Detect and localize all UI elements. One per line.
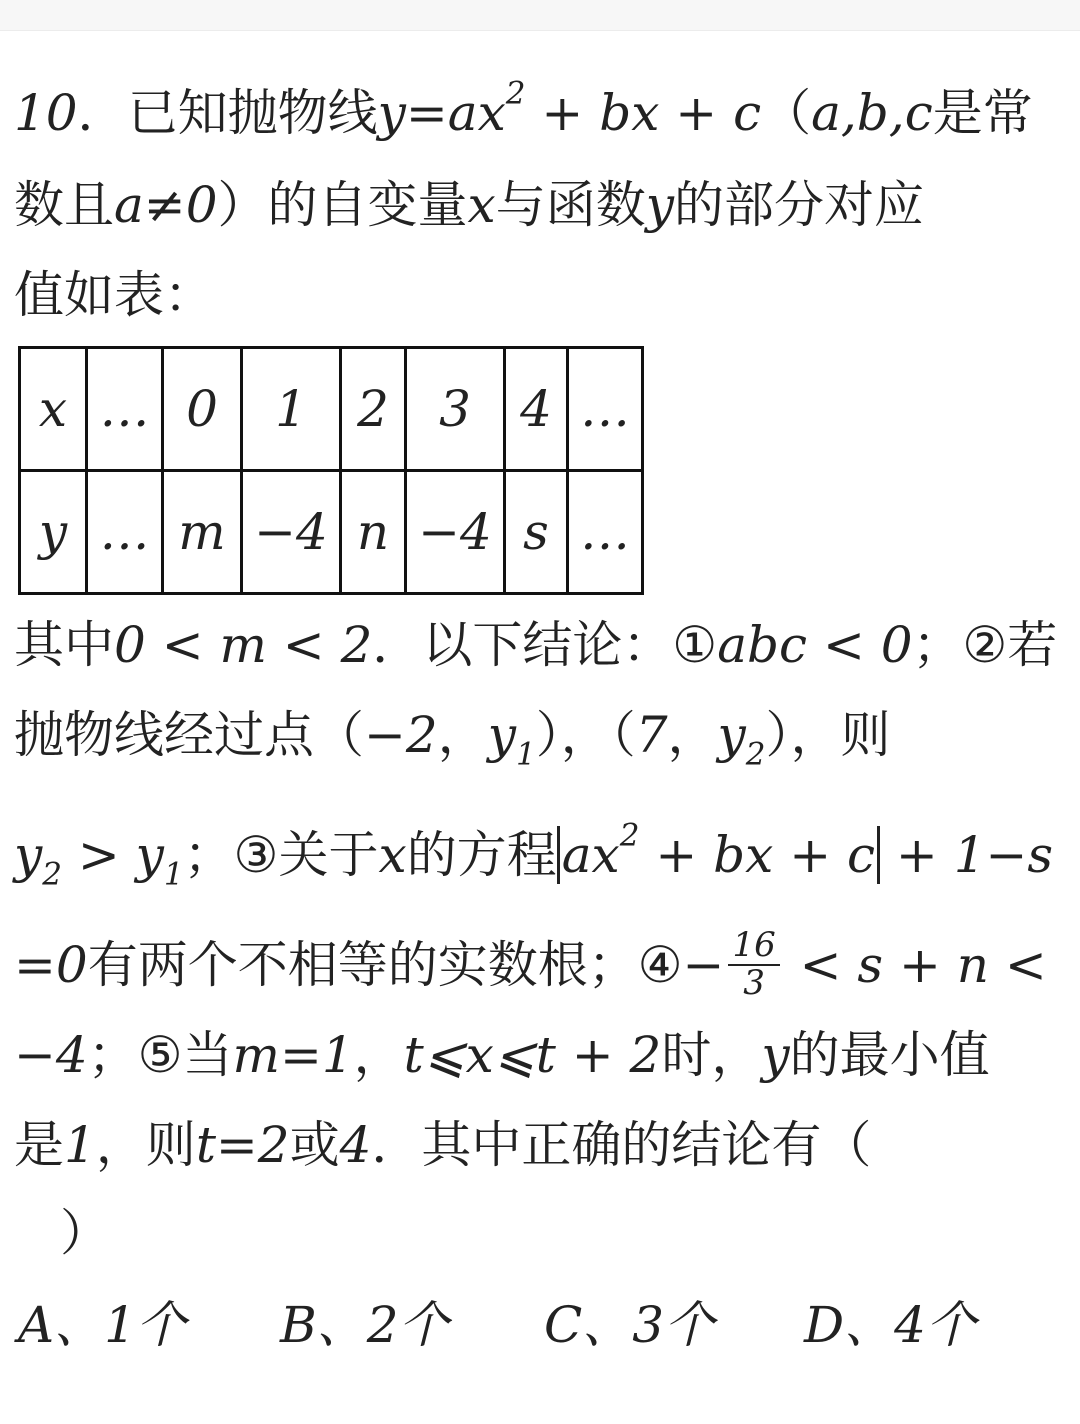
table-cell: m xyxy=(163,471,242,594)
table-cell: y xyxy=(20,471,87,594)
question-number: 10 xyxy=(14,84,78,142)
table-cell: … xyxy=(87,471,163,594)
circled-number-3: ③ xyxy=(233,826,279,884)
table-cell: … xyxy=(568,471,643,594)
conditions-line-2: 抛物线经过点（−2，$y_1$），（7，$y_2$），则 xyxy=(14,706,891,773)
table-cell: n xyxy=(341,471,406,594)
table-cell: … xyxy=(568,348,643,471)
option-b[interactable]: B、2个 xyxy=(280,1296,449,1354)
option-d[interactable]: D、4个 xyxy=(804,1296,976,1354)
table-cell: s xyxy=(505,471,568,594)
circled-number-4: ④ xyxy=(637,936,683,995)
circled-number-1: ① xyxy=(672,616,718,674)
absolute-value: $ax^2$ + bx + c xyxy=(557,826,880,884)
table-cell: … xyxy=(87,348,163,471)
conditions-line-3: $y_2 > y_1$；③关于x的方程 $ax^2$ + bx + c + 1−s xyxy=(14,817,1054,893)
table-cell: −4 xyxy=(242,471,341,594)
question-line-1: 10．已知抛物线$y=ax^2$ + bx + c（a,b,c是常 xyxy=(14,75,1033,142)
question-line-3: 值如表： xyxy=(14,266,214,324)
table-cell: x xyxy=(20,348,87,471)
table-cell: 3 xyxy=(406,348,505,471)
table-row-x xyxy=(20,348,643,471)
question-line-2: 数且a≠0）的自变量x与函数y的部分对应 xyxy=(14,176,924,234)
answer-blank-close: ） xyxy=(60,1204,110,1262)
fraction-numerator: 16 xyxy=(728,928,779,966)
table-cell: 4 xyxy=(505,348,568,471)
value-table xyxy=(18,346,644,595)
option-a[interactable]: A、1个 xyxy=(18,1296,186,1354)
conditions-line-1: 其中0 < m < 2．以下结论：①abc < 0；②若 xyxy=(14,616,1058,674)
fraction-denominator: 3 xyxy=(743,962,765,1003)
fraction xyxy=(728,925,779,1003)
top-bar xyxy=(0,0,1080,31)
circled-number-2: ② xyxy=(962,616,1008,674)
table-cell: 0 xyxy=(163,348,242,471)
option-c[interactable]: C、3个 xyxy=(544,1296,715,1354)
conditions-line-6: 是1，则t=2或4．其中正确的结论有（ xyxy=(14,1116,872,1174)
conditions-line-4: =0有两个不相等的实数根；④− $\frac{16}{3}$ < s + n < xyxy=(14,925,1047,1003)
table-row-y xyxy=(20,471,643,594)
table-cell: −4 xyxy=(406,471,505,594)
table-cell: 1 xyxy=(242,348,341,471)
table-cell: 2 xyxy=(341,348,406,471)
circled-number-5: ⑤ xyxy=(137,1026,183,1084)
conditions-line-5: −4；⑤当m=1，t⩽x⩽t + 2时，y的最小值 xyxy=(14,1026,990,1084)
